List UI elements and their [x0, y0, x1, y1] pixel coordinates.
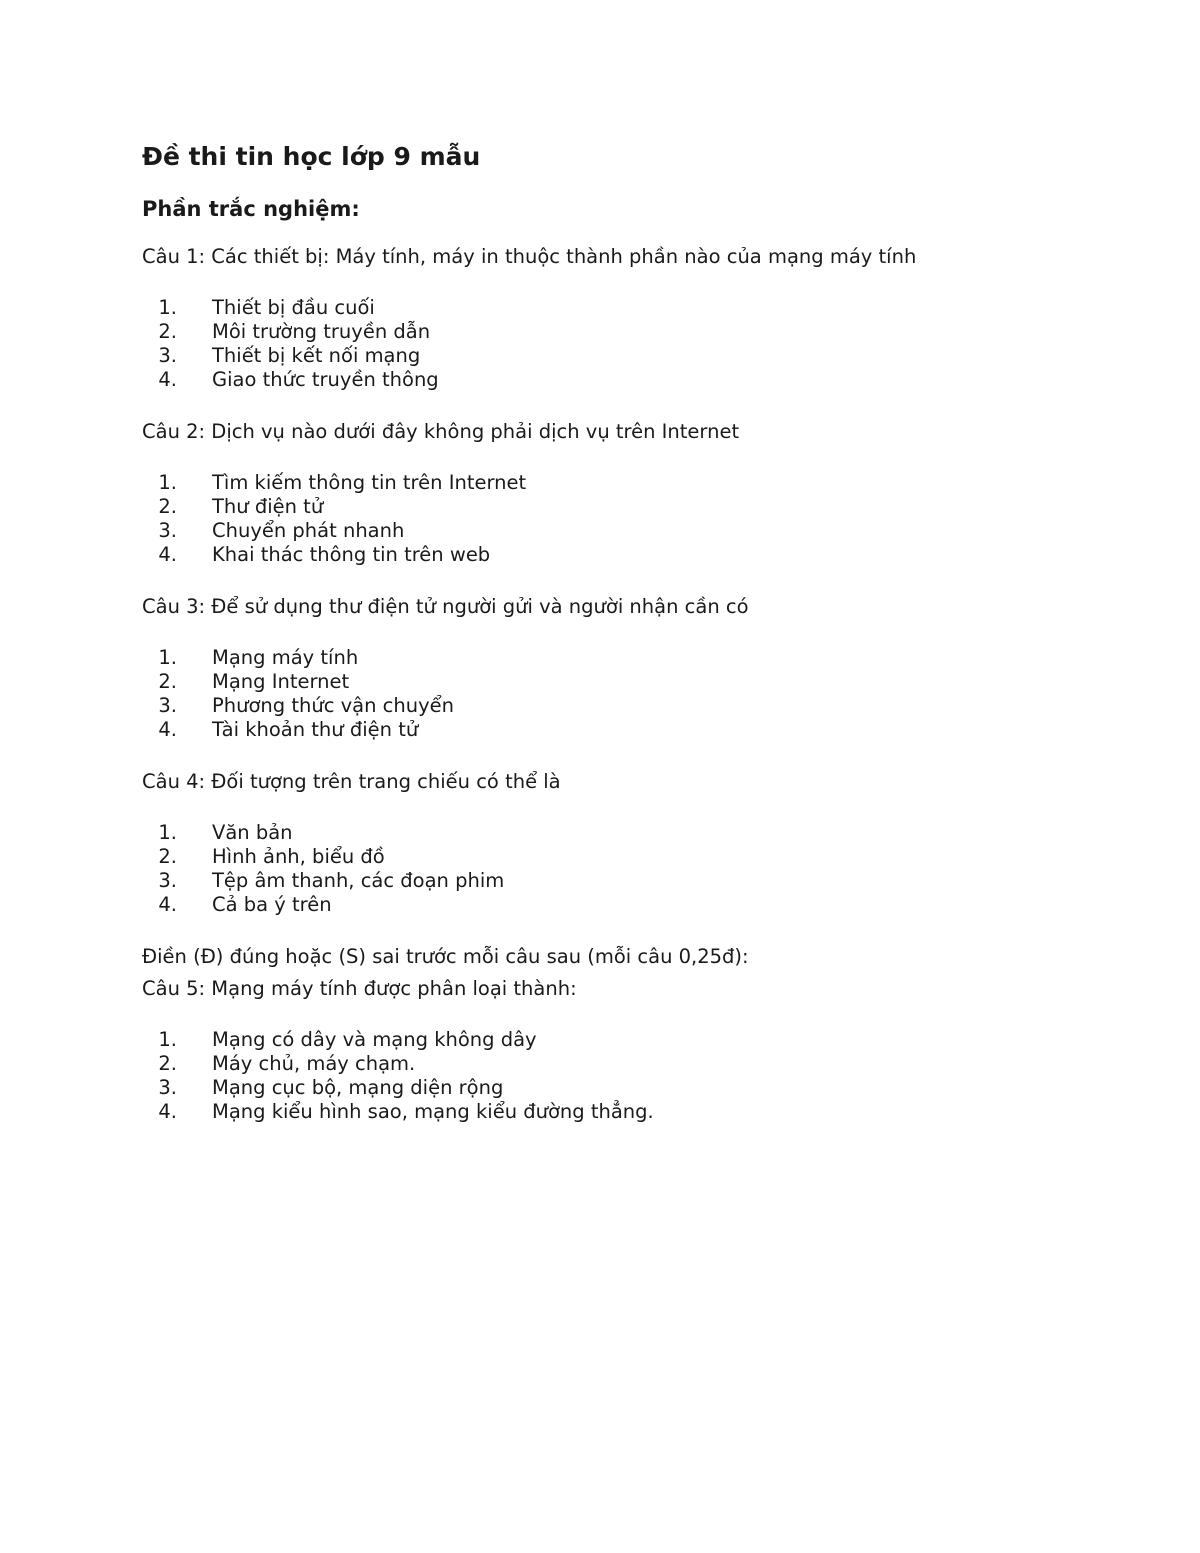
option-number: 1 . [142, 821, 177, 845]
option-number: 4 . [142, 893, 177, 917]
option-text: Máy chủ, máy chạm. [212, 1052, 416, 1075]
list-item [142, 893, 1102, 917]
option-number: 2 . [142, 320, 177, 344]
option-text: Phương thức vận chuyển [212, 694, 455, 717]
list-item [142, 1052, 1102, 1076]
option-number: 3 . [142, 344, 177, 368]
question-2: Câu 2: Dịch vụ nào dưới đây không phải dịch vụ trên Internet [142, 420, 740, 443]
list-item [142, 368, 1102, 392]
option-number: 3 . [142, 694, 177, 718]
option-text: Chuyển phát nhanh [212, 519, 405, 542]
option-number: 2 . [142, 845, 177, 869]
list-item [142, 519, 1102, 543]
list-item [142, 694, 1102, 718]
option-text: Thiết bị đầu cuối [212, 296, 375, 319]
true-false-instruction: Điền (Đ) đúng hoặc (S) sai trước mỗi câu sau (mỗi câu 0,25đ): [142, 945, 749, 968]
option-number: 2 . [142, 1052, 177, 1076]
list-item [142, 670, 1102, 694]
option-text: Tệp âm thanh, các đoạn phim [212, 869, 505, 892]
option-number: 1 . [142, 471, 177, 495]
option-number: 4 . [142, 1100, 177, 1124]
list-item [142, 471, 1102, 495]
list-item [142, 296, 1102, 320]
option-text: Văn bản [212, 821, 293, 844]
option-number: 1 . [142, 1028, 177, 1052]
section-title: Phần trắc nghiệm: [142, 197, 360, 221]
option-text: Mạng cục bộ, mạng diện rộng [212, 1076, 504, 1099]
question-4-options [142, 821, 1102, 917]
list-item [142, 495, 1102, 519]
option-text: Mạng Internet [212, 670, 350, 693]
list-item [142, 845, 1102, 869]
document-title: Đề thi tin học lớp 9 mẫu [142, 142, 481, 171]
question-1: Câu 1: Các thiết bị: Máy tính, máy in thuộc thành phần nào của mạng máy tính [142, 245, 917, 268]
option-text: Giao thức truyền thông [212, 368, 439, 391]
question-1-options [142, 296, 1102, 392]
option-text: Thư điện tử [212, 495, 324, 518]
option-text: Khai thác thông tin trên web [212, 543, 491, 566]
list-item [142, 646, 1102, 670]
option-text: Mạng máy tính [212, 646, 359, 669]
list-item [142, 718, 1102, 742]
question-3: Câu 3: Để sử dụng thư điện tử người gửi và người nhận cần có [142, 595, 749, 618]
option-text: Tìm kiếm thông tin trên Internet [212, 471, 527, 494]
option-number: 4 . [142, 718, 177, 742]
list-item [142, 1076, 1102, 1100]
option-number: 2 . [142, 670, 177, 694]
option-text: Thiết bị kết nối mạng [212, 344, 421, 367]
option-number: 3 . [142, 869, 177, 893]
option-text: Hình ảnh, biểu đồ [212, 845, 385, 868]
list-item [142, 821, 1102, 845]
list-item [142, 320, 1102, 344]
option-number: 2 . [142, 495, 177, 519]
question-2-options [142, 471, 1102, 567]
option-text: Mạng có dây và mạng không dây [212, 1028, 537, 1051]
option-number: 4 . [142, 543, 177, 567]
question-5-options [142, 1028, 1102, 1124]
option-text: Mạng kiểu hình sao, mạng kiểu đường thẳng. [212, 1100, 654, 1123]
question-5: Câu 5: Mạng máy tính được phân loại thành: [142, 977, 577, 1000]
document-page [142, 138, 1102, 1152]
option-number: 4 . [142, 368, 177, 392]
list-item [142, 1100, 1102, 1124]
option-text: Cả ba ý trên [212, 893, 332, 916]
option-number: 3 . [142, 1076, 177, 1100]
list-item [142, 1028, 1102, 1052]
option-text: Môi trường truyền dẫn [212, 320, 431, 343]
list-item [142, 543, 1102, 567]
list-item [142, 869, 1102, 893]
option-number: 1 . [142, 296, 177, 320]
option-number: 3 . [142, 519, 177, 543]
option-text: Tài khoản thư điện tử [212, 718, 419, 741]
question-4: Câu 4: Đối tượng trên trang chiếu có thể là [142, 770, 561, 793]
question-3-options [142, 646, 1102, 742]
list-item [142, 344, 1102, 368]
option-number: 1 . [142, 646, 177, 670]
